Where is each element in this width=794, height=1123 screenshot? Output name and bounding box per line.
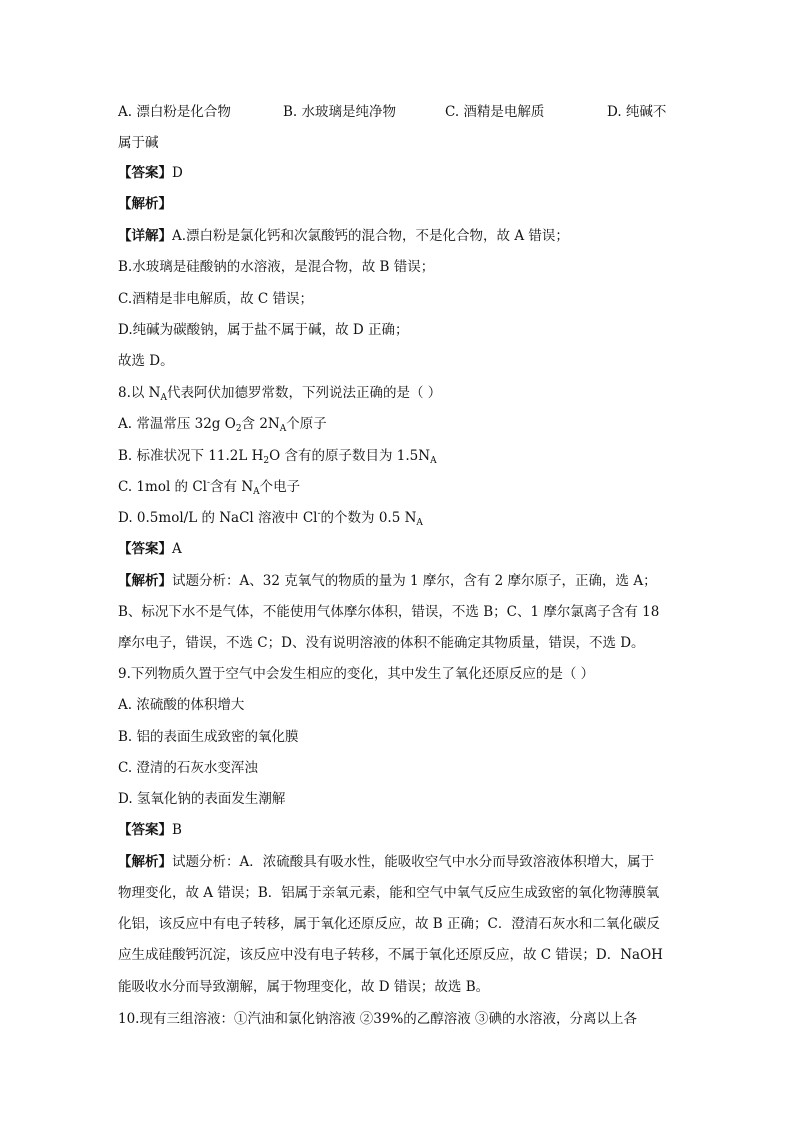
q9-analysis-line: 应生成硅酸钙沉淀，该反应中没有电子转移，不属于氧化还原反应，故 C 错误；D．NaOH bbox=[118, 947, 663, 963]
q7-option-d-continued: 属于碱 bbox=[118, 135, 159, 151]
answer-label: 【答案】 bbox=[118, 165, 172, 181]
q9-option-b: B. 铝的表面生成致密的氧化膜 bbox=[118, 729, 299, 745]
answer-value: B bbox=[172, 822, 182, 838]
answer-label: 【答案】 bbox=[118, 541, 172, 557]
detail-text: A.漂白粉是氯化钙和次氯酸钙的混合物，不是化合物，故 A 错误； bbox=[172, 228, 569, 244]
q8-option-b: B. 标准状况下 11.2L $H_2O$ 含有的原子数目为 $1.5N_A$ bbox=[118, 448, 437, 466]
q8-stem: 8.以 $N_A$代表阿伏加德罗常数，下列说法正确的是（ ） bbox=[118, 385, 442, 403]
q9-answer bbox=[118, 820, 182, 840]
q8-analysis-line: 摩尔电子，错误，不选 C；D、没有说明溶液的体积不能确定其物质量，错误，不选 D。 bbox=[118, 635, 645, 651]
q8-option-c: C. 1mol 的 Cl-含有 $N_A$个电子 bbox=[118, 478, 301, 497]
q10-stem: 10.现有三组溶液：①汽油和氯化钠溶液 ②39%的乙醇溶液 ③碘的水溶液，分离以上各 bbox=[118, 1011, 638, 1027]
q8-option-d: D. 0.5mol/L 的 NaCl 溶液中 Cl-的个数为 0.5 $N_A$ bbox=[118, 509, 423, 528]
analysis-label: 【解析】 bbox=[118, 573, 172, 589]
answer-value: A bbox=[172, 541, 182, 557]
q9-stem: 9.下列物质久置于空气中会发生相应的变化，其中发生了氧化还原反应的是（ ） bbox=[118, 666, 595, 682]
q8-option-a: A. 常温常压 32g $O_2$含 $2N_A$个原子 bbox=[118, 416, 327, 434]
q9-analysis-line: 能吸收水分而导致潮解，属于物理变化，故 D 错误；故选 B。 bbox=[118, 979, 490, 995]
q9-analysis-line: 化铝，该反应中有电子转移，属于氧化还原反应，故 B 正确；C．澄清石灰水和二氧化碳反 bbox=[118, 916, 660, 932]
q7-detail-line: D.纯碱为碳酸钠，属于盐不属于碱，故 D 正确； bbox=[118, 322, 409, 338]
q9-option-a: A. 浓硫酸的体积增大 bbox=[118, 697, 245, 713]
q7-option-c: C. 酒精是电解质 bbox=[445, 104, 545, 120]
q7-detail-line: B.水玻璃是硅酸钠的水溶液，是混合物，故 B 错误； bbox=[118, 259, 435, 275]
q7-detail-line: C.酒精是非电解质，故 C 错误； bbox=[118, 291, 314, 307]
answer-label: 【答案】 bbox=[118, 822, 172, 838]
answer-value: D bbox=[172, 165, 183, 181]
q7-answer bbox=[118, 163, 183, 183]
q7-option-a: A. 漂白粉是化合物 bbox=[118, 104, 231, 120]
q8-analysis-line: 【解析】试题分析：A、32 克氧气的物质的量为 1 摩尔，含有 2 摩尔原子，正确，选 A； bbox=[118, 573, 657, 589]
q9-option-d: D. 氢氧化钠的表面发生潮解 bbox=[118, 791, 286, 807]
q8-analysis-line: B、标况下水不是气体，不能使用气体摩尔体积，错误，不选 B；C、1 摩尔氯离子含有 18 bbox=[118, 604, 660, 620]
q9-analysis-line: 【解析】试题分析：A．浓硫酸具有吸水性，能吸收空气中水分而导致溶液体积增大，属于 bbox=[118, 854, 655, 870]
q9-analysis-line: 物理变化，故 A 错误；B．铝属于亲氧元素，能和空气中氧气反应生成致密的氧化物薄膜氧 bbox=[118, 885, 660, 901]
q8-answer bbox=[118, 539, 182, 559]
q7-detail-line: 故选 D。 bbox=[118, 353, 174, 369]
detail-label: 【详解】 bbox=[118, 228, 172, 244]
q7-option-d: D. 纯碱不 bbox=[607, 104, 667, 120]
q7-analysis-label: 【解析】 bbox=[118, 196, 172, 212]
q7-detail-line bbox=[118, 226, 569, 246]
q7-option-b: B. 水玻璃是纯净物 bbox=[283, 104, 397, 120]
q9-option-c: C. 澄清的石灰水变浑浊 bbox=[118, 760, 258, 776]
analysis-label: 【解析】 bbox=[118, 854, 172, 870]
